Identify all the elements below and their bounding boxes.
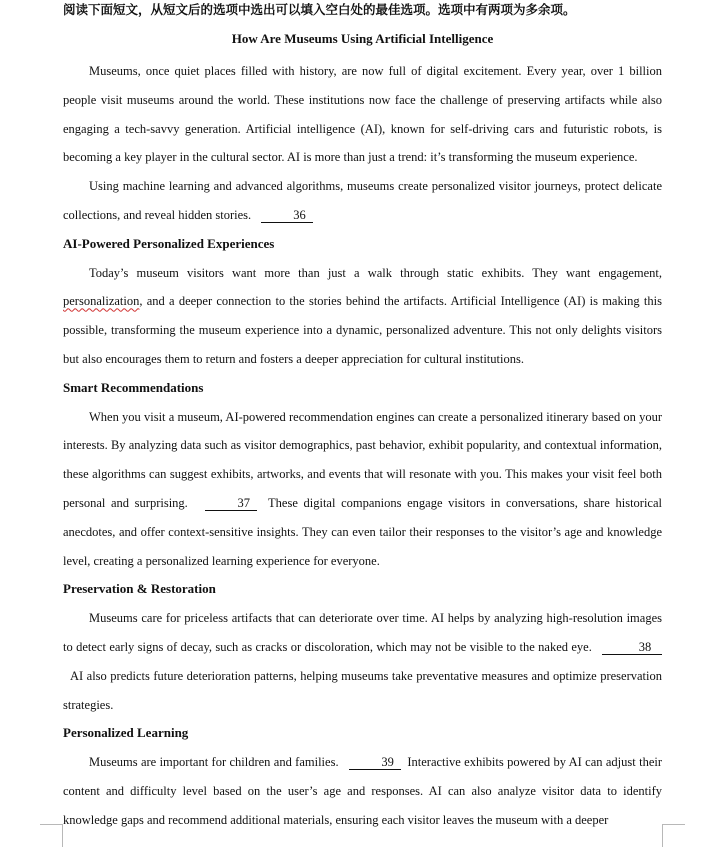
section-1-text-after: , and a deeper connection to the stories behind the artifacts. Artificial Intelligence (AI) is making this possible, transforming the museum experience into a dynamic, personalized adventure. This not only delights visitors but also encourages them to return and fosters a deeper appreciation for cultural institutions.	[63, 294, 662, 366]
section-heading-personalized-learning: Personalized Learning	[63, 725, 189, 741]
section-3-text-before: Museums care for priceless artifacts that can deteriorate over time. AI helps by analyzing high-resolution images to detect early signs of decay, such as cracks or discoloration, which may not be visible to the naked eye.	[63, 611, 662, 654]
section-1-text-before: Today’s museum visitors want more than just a walk through static exhibits. They want engagement,	[89, 265, 662, 280]
blank-38[interactable]: 38	[602, 640, 662, 655]
section-4-text-after: Interactive exhibits powered by AI can adjust their content and difficulty level based on the user’s age and responses. AI can also analyze visitor data to identify knowledge gaps and recommend additional materials, ensuring each visitor leaves the museum with a deeper	[63, 755, 663, 827]
section-2-text-before: When you visit a museum, AI-powered recommendation engines can create a personalized itinerary based on your interests. By analyzing data such as visitor demographics, past behavior, exhibit popularity, and contextual information, these algorithms can suggest exhibits, artworks, and events that will resonate with you. This makes your visit feel both personal and surprising.	[63, 409, 662, 510]
section-heading-preservation-restoration: Preservation & Restoration	[63, 581, 216, 597]
section-2-text-after: These digital companions engage visitors in conversations, share historical anecdotes, and offer context-sensitive insights. They can even tailor their responses to the visitor’s age and knowledge level, creating a personalized learning experience for everyone.	[63, 495, 662, 568]
section-heading-smart-recommendations: Smart Recommendations	[63, 379, 204, 395]
article-title: How Are Museums Using Artificial Intelligence	[231, 31, 494, 46]
section-1-paragraph	[63, 259, 662, 374]
section-2-paragraph	[63, 403, 662, 576]
page-margin-corner-left	[40, 824, 63, 847]
intro-paragraph-1: Museums, once quiet places filled with history, are now full of digital excitement. Every year, over 1 billion people visit museums around the world. These institutions now face the challenge of preserving artifacts while also engaging a tech-savvy generation. Artificial intelligence (AI), known for self-driving cars and futuristic robots, is becoming a key player in the cultural sector. AI is more than just a trend: it’s transforming the museum experience.	[63, 64, 662, 165]
section-4-text-before: Museums are important for children and families.	[89, 755, 339, 770]
instruction-text: 阅读下面短文，从短文后的选项中选出可以填入空白处的最佳选项。选项中有两项为多余项。	[63, 2, 576, 17]
intro-paragraph-2-text: Using machine learning and advanced algorithms, museums create personalized visitor journeys, protect delicate collections, and reveal hidden stories.	[63, 179, 662, 222]
section-3-text-after: AI also predicts future deterioration patterns, helping museums take preventative measures and optimize preservation strategies.	[63, 668, 663, 712]
section-3-paragraph	[63, 604, 662, 719]
page-margin-corner-right	[662, 824, 685, 847]
blank-37[interactable]: 37	[205, 496, 257, 511]
spellcheck-flagged-word[interactable]: personalization	[63, 294, 140, 309]
intro-paragraph-2	[63, 172, 662, 230]
blank-39[interactable]: 39	[349, 755, 401, 770]
document-page	[63, 0, 662, 835]
section-heading-personalized-experiences: AI-Powered Personalized Experiences	[63, 235, 275, 251]
blank-36[interactable]: 36	[261, 208, 313, 223]
section-4-paragraph	[63, 748, 662, 834]
